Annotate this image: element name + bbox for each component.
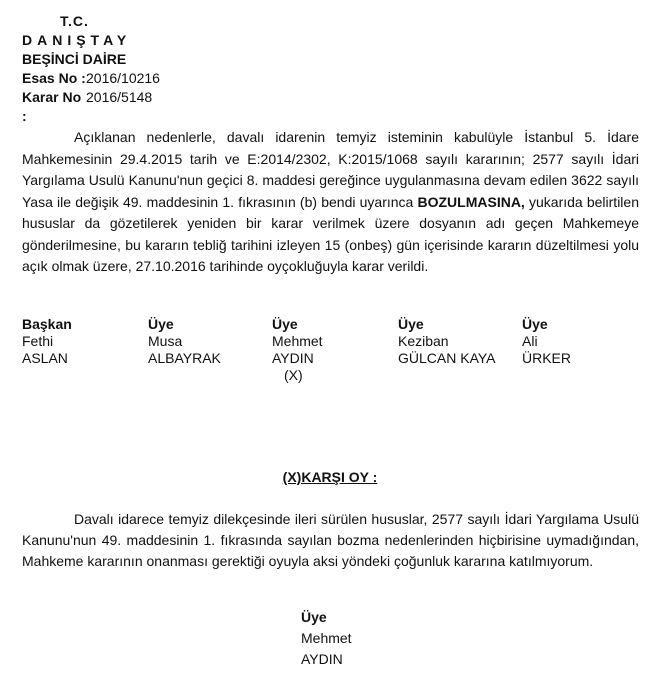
signer-first-name: Mehmet	[301, 630, 352, 646]
member-last-name: ALBAYRAK	[148, 350, 221, 366]
decision-text-end: yukarıda belirtilen hususlar da gözetilerek yeniden bir karar verilmek üzere dosyanın adı geçen Mahkemeye gönderilmesine, bu kararın tebliğ tarihini izleyen 15 (onbeş) gün içerisinde kararın düzeltilmesi yolu açık olmak üzere, 27.10.2016 tarihinde oyçokluğuyla karar verildi.	[22, 193, 639, 274]
esas-row	[22, 69, 160, 88]
decision-emphasis: BOZULMASINA,	[417, 193, 525, 210]
member-first-name: Keziban	[398, 333, 449, 349]
decision-text-start: Açıklanan nedenlerle, davalı idarenin temyiz isteminin kabulüyle İstanbul 5. İdare Mahkemesinin 29.4.2015 tarih ve E:2014/2302, K:2015/1068 sayılı kararının; 2577 sayılı İdari Yargılama Usulü Kanunu'nun geçici 8. maddesi gereğince uygulanmasına devam edilen 3622 sayılı Yasa ile değişik 49. maddesinin 1. fıkrasının (b) bendi uyarınca	[22, 129, 639, 210]
member-last-name: ASLAN	[22, 350, 68, 366]
member-first-name: Mehmet	[272, 333, 323, 349]
esas-value: 2016/10216	[86, 70, 160, 86]
karar-row	[22, 88, 160, 126]
dissent-paragraph	[22, 509, 639, 572]
member-last-name: ÜRKER	[522, 350, 572, 366]
dissent-signer	[301, 607, 352, 670]
esas-label: Esas No :	[22, 70, 86, 86]
member-role: Üye	[272, 316, 298, 332]
member-last-name: GÜLCAN KAYA	[398, 350, 496, 366]
dissent-mark: (X)	[284, 367, 303, 383]
court-name: DANIŞTAY	[22, 32, 132, 48]
chamber-name: BEŞİNCİ DAİRE	[22, 51, 127, 67]
member-last-name: AYDIN	[272, 350, 314, 366]
member-4	[398, 316, 496, 367]
dissent-text: Davalı idarece temyiz dilekçesinde ileri sürülen hususlar, 2577 sayılı İdari Yargılama Usulü Kanunu'nun 49. maddesinin 1. fıkrasında sayılan bozma nedenlerinden hiçbirisine uymadığından, Mahkeme kararının onanması gerektiği oyuyla aksi yöndeki çoğunluk kararına katılmıyorum.	[22, 511, 639, 569]
members-block	[0, 316, 660, 396]
member-first-name: Ali	[522, 333, 538, 349]
member-president	[22, 316, 72, 367]
member-2	[148, 316, 221, 367]
tc-label: T.C.	[60, 13, 89, 29]
dissent-title: (X)KARŞI OY :	[282, 469, 378, 485]
document-header	[22, 12, 160, 126]
decision-paragraph	[22, 127, 639, 278]
member-role: Üye	[522, 316, 548, 332]
member-role: Üye	[398, 316, 424, 332]
karar-value: 2016/5148	[86, 89, 153, 105]
member-role: Üye	[148, 316, 174, 332]
member-first-name: Fethi	[22, 333, 54, 349]
member-first-name: Musa	[148, 333, 183, 349]
member-3	[272, 316, 323, 384]
karar-label: Karar No :	[22, 89, 82, 124]
signer-last-name: AYDIN	[301, 651, 343, 667]
member-5	[522, 316, 571, 367]
signer-role: Üye	[301, 609, 327, 625]
member-role: Başkan	[22, 316, 72, 332]
